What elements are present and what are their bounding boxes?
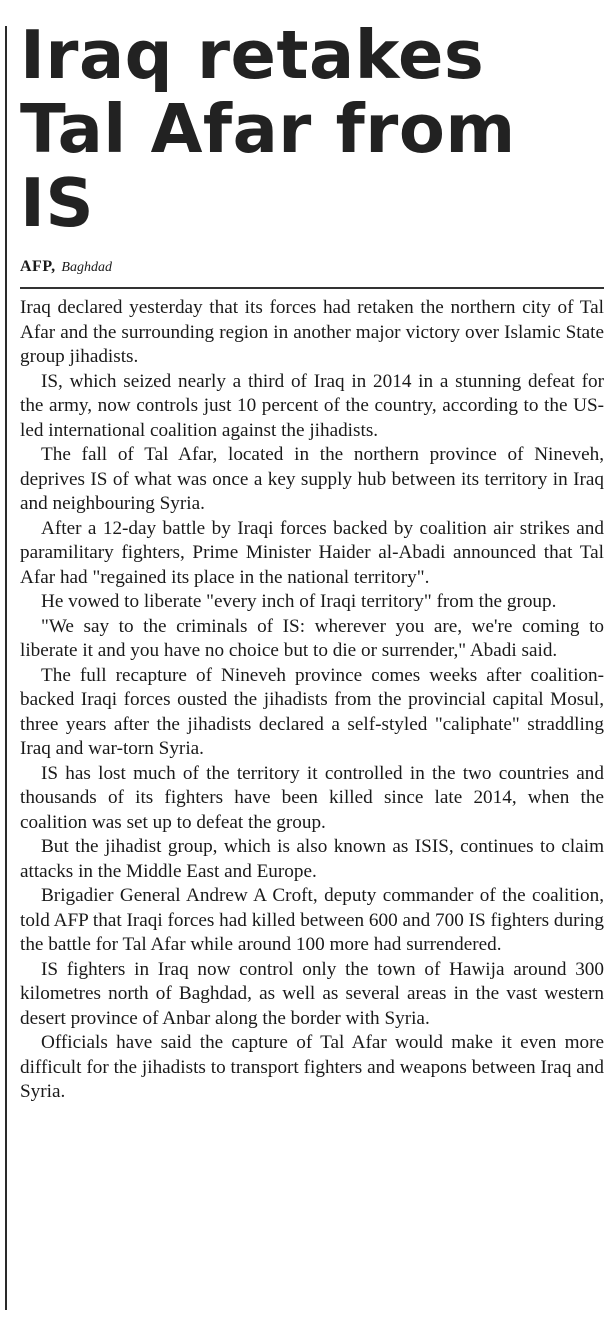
paragraph: Iraq declared yesterday that its forces had retaken the northern city of Tal Afar and the surrounding region in another major victory over Islamic State group jihadists. xyxy=(20,297,604,367)
paragraph: After a 12-day battle by Iraqi forces backed by coalition air strikes and paramilitary fighters, Prime Minister Haider al-Abadi announced that Tal Afar had "regained its place in the national territory". xyxy=(20,517,604,588)
paragraph: But the jihadist group, which is also known as ISIS, continues to claim attacks in the Middle East and Europe. xyxy=(20,836,604,882)
news-article xyxy=(20,18,604,1105)
paragraph: IS has lost much of the territory it controlled in the two countries and thousands of its fighters have been killed since late 2014, when the coalition was set up to defeat the group. xyxy=(20,762,604,833)
paragraph: IS, which seized nearly a third of Iraq in 2014 in a stunning defeat for the army, now controls just 10 percent of the country, according to the US-led international coalition against the jihadists. xyxy=(20,370,604,441)
byline-dateline: Baghdad xyxy=(61,260,112,275)
paragraph: He vowed to liberate "every inch of Iraqi territory" from the group. xyxy=(41,591,557,612)
paragraph: The full recapture of Nineveh province comes weeks after coalition-backed Iraqi forces ousted the jihadists from the provincial capital Mosul, three years after the jihadists declared a self-styled "caliphate" straddling Iraq and war-torn Syria. xyxy=(20,664,604,759)
column-rule xyxy=(5,26,7,1310)
paragraph: "We say to the criminals of IS: wherever you are, we're coming to liberate it and you have no choice but to die or surrender," Abadi said. xyxy=(20,615,604,661)
article-body xyxy=(20,296,604,1105)
paragraph: The fall of Tal Afar, located in the northern province of Nineveh, deprives IS of what was once a key supply hub between its territory in Iraq and neighbouring Syria. xyxy=(20,444,604,514)
paragraph: Brigadier General Andrew A Croft, deputy commander of the coalition, told AFP that Iraqi forces had killed between 600 and 700 IS fighters during the battle for Tal Afar while around 100 more had surrendered. xyxy=(20,885,604,955)
paragraph: Officials have said the capture of Tal Afar would make it even more difficult for the jihadists to transport fighters and weapons between Iraq and Syria. xyxy=(20,1032,604,1102)
headline: Iraq retakes Tal Afar from IS xyxy=(20,16,516,242)
byline-agency: AFP, xyxy=(20,258,56,275)
paragraph: IS fighters in Iraq now control only the town of Hawija around 300 kilometres north of Baghdad, as well as several areas in the vast western desert province of Anbar along the border with Syria. xyxy=(20,958,604,1029)
byline xyxy=(20,258,604,289)
